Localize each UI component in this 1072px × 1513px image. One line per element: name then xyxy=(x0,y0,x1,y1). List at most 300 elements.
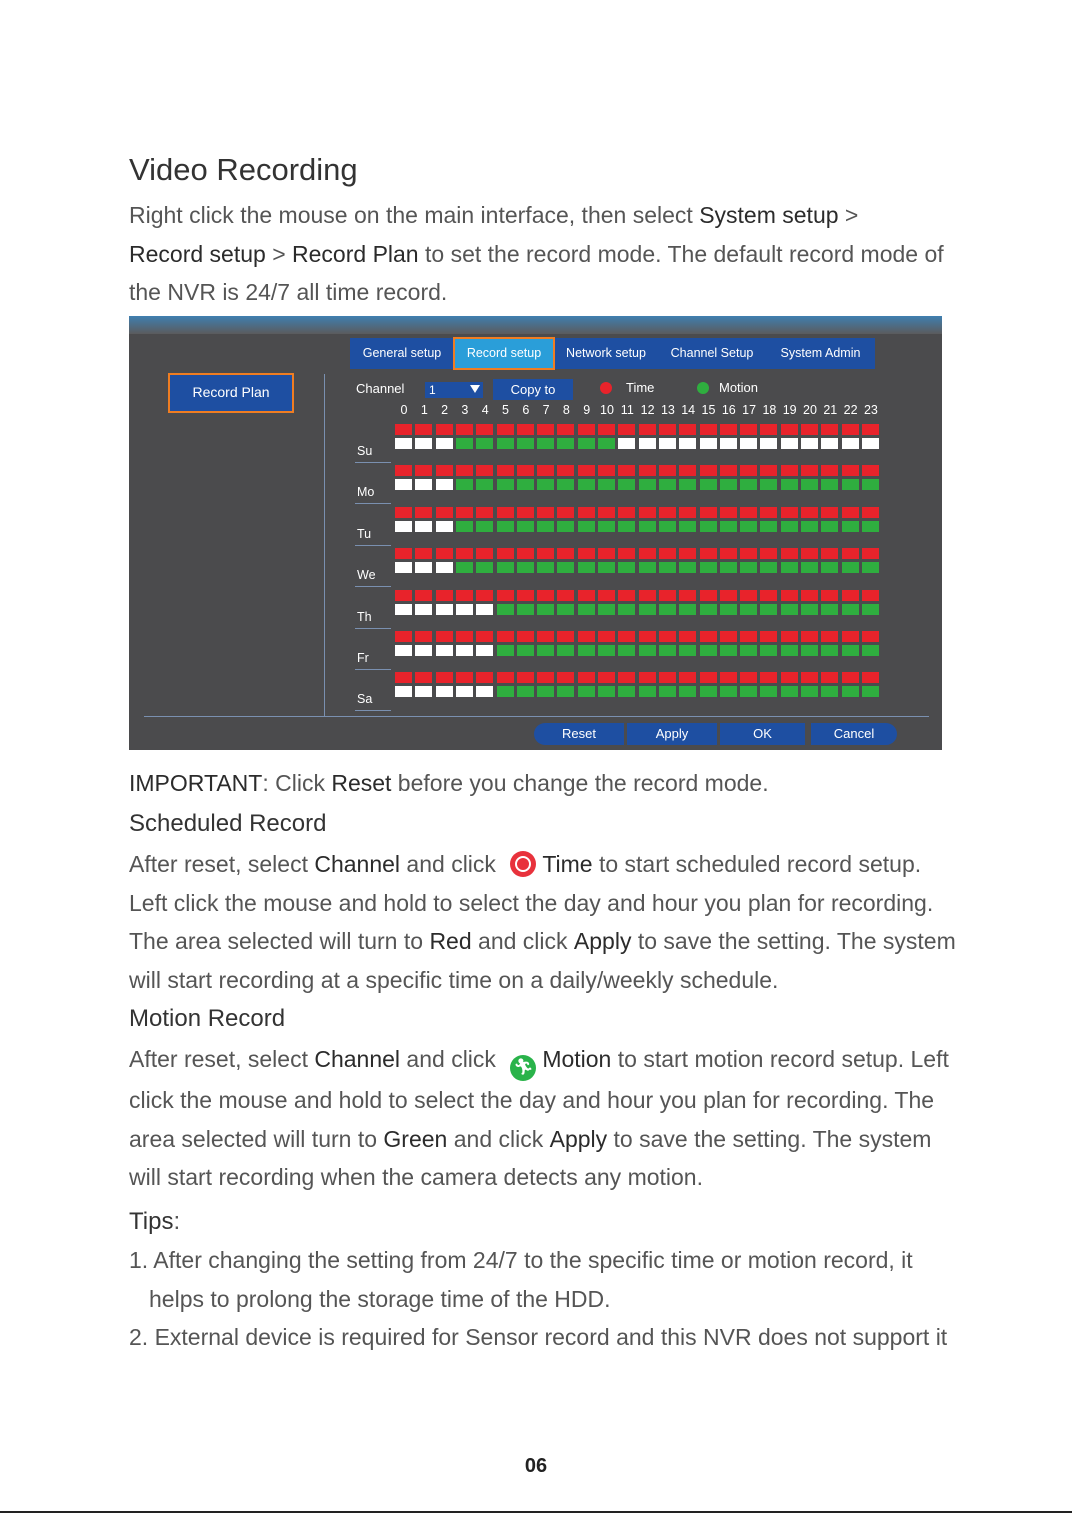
motion-cell[interactable] xyxy=(436,521,453,532)
motion-cell[interactable] xyxy=(659,645,676,656)
motion-cell[interactable] xyxy=(801,645,818,656)
motion-cell[interactable] xyxy=(720,686,737,697)
motion-cell[interactable] xyxy=(781,521,798,532)
time-cell[interactable] xyxy=(497,590,514,601)
motion-cell[interactable] xyxy=(537,521,554,532)
time-cell[interactable] xyxy=(720,424,737,435)
tab-general-setup[interactable]: General setup xyxy=(362,346,442,360)
motion-cell[interactable] xyxy=(639,604,656,615)
time-cell[interactable] xyxy=(476,507,493,518)
time-cell[interactable] xyxy=(517,424,534,435)
motion-cell[interactable] xyxy=(497,604,514,615)
time-cell[interactable] xyxy=(395,590,412,601)
motion-cell[interactable] xyxy=(821,479,838,490)
motion-cell[interactable] xyxy=(436,645,453,656)
time-cell[interactable] xyxy=(415,672,432,683)
time-cell[interactable] xyxy=(598,631,615,642)
time-cell[interactable] xyxy=(639,548,656,559)
motion-cell[interactable] xyxy=(395,604,412,615)
time-cell[interactable] xyxy=(781,424,798,435)
time-cell[interactable] xyxy=(395,631,412,642)
motion-cell[interactable] xyxy=(740,438,757,449)
motion-cell[interactable] xyxy=(720,604,737,615)
motion-cell[interactable] xyxy=(659,686,676,697)
time-cell[interactable] xyxy=(700,672,717,683)
motion-cell[interactable] xyxy=(679,686,696,697)
time-cell[interactable] xyxy=(598,465,615,476)
time-cell[interactable] xyxy=(537,631,554,642)
cancel-button[interactable]: Cancel xyxy=(811,723,897,745)
time-cell[interactable] xyxy=(821,424,838,435)
time-cell[interactable] xyxy=(557,465,574,476)
motion-cell[interactable] xyxy=(821,645,838,656)
time-cell[interactable] xyxy=(557,590,574,601)
motion-cell[interactable] xyxy=(760,479,777,490)
apply-button[interactable]: Apply xyxy=(627,723,717,745)
motion-cell[interactable] xyxy=(760,686,777,697)
time-cell[interactable] xyxy=(618,631,635,642)
motion-cell[interactable] xyxy=(395,562,412,573)
time-cell[interactable] xyxy=(801,548,818,559)
motion-cell[interactable] xyxy=(557,562,574,573)
time-cell[interactable] xyxy=(436,590,453,601)
time-cell[interactable] xyxy=(476,548,493,559)
motion-cell[interactable] xyxy=(598,562,615,573)
motion-cell[interactable] xyxy=(720,562,737,573)
motion-cell[interactable] xyxy=(578,521,595,532)
motion-cell[interactable] xyxy=(497,479,514,490)
motion-cell[interactable] xyxy=(821,438,838,449)
time-cell[interactable] xyxy=(760,548,777,559)
time-cell[interactable] xyxy=(497,548,514,559)
motion-cell[interactable] xyxy=(862,645,879,656)
motion-cell[interactable] xyxy=(436,479,453,490)
time-cell[interactable] xyxy=(476,672,493,683)
time-cell[interactable] xyxy=(436,424,453,435)
motion-cell[interactable] xyxy=(517,604,534,615)
time-cell[interactable] xyxy=(618,507,635,518)
time-cell[interactable] xyxy=(781,465,798,476)
motion-cell[interactable] xyxy=(497,645,514,656)
motion-cell[interactable] xyxy=(456,645,473,656)
motion-cell[interactable] xyxy=(781,438,798,449)
time-cell[interactable] xyxy=(862,424,879,435)
motion-cell[interactable] xyxy=(740,645,757,656)
motion-cell[interactable] xyxy=(557,686,574,697)
motion-cell[interactable] xyxy=(537,686,554,697)
motion-cell[interactable] xyxy=(639,645,656,656)
time-cell[interactable] xyxy=(517,548,534,559)
motion-cell[interactable] xyxy=(720,479,737,490)
motion-cell[interactable] xyxy=(801,479,818,490)
time-cell[interactable] xyxy=(415,631,432,642)
time-cell[interactable] xyxy=(801,507,818,518)
motion-cell[interactable] xyxy=(781,645,798,656)
time-cell[interactable] xyxy=(415,465,432,476)
motion-cell[interactable] xyxy=(781,562,798,573)
time-cell[interactable] xyxy=(679,465,696,476)
motion-cell[interactable] xyxy=(801,521,818,532)
time-cell[interactable] xyxy=(436,465,453,476)
motion-cell[interactable] xyxy=(679,438,696,449)
time-cell[interactable] xyxy=(618,424,635,435)
time-cell[interactable] xyxy=(436,631,453,642)
time-cell[interactable] xyxy=(497,507,514,518)
motion-cell[interactable] xyxy=(618,479,635,490)
time-cell[interactable] xyxy=(517,507,534,518)
time-cell[interactable] xyxy=(659,465,676,476)
motion-cell[interactable] xyxy=(821,604,838,615)
time-cell[interactable] xyxy=(760,590,777,601)
motion-cell[interactable] xyxy=(557,438,574,449)
time-cell[interactable] xyxy=(578,672,595,683)
time-cell[interactable] xyxy=(842,424,859,435)
motion-cell[interactable] xyxy=(517,521,534,532)
motion-cell[interactable] xyxy=(415,438,432,449)
motion-cell[interactable] xyxy=(476,438,493,449)
time-cell[interactable] xyxy=(659,672,676,683)
time-cell[interactable] xyxy=(598,507,615,518)
time-cell[interactable] xyxy=(740,507,757,518)
time-cell[interactable] xyxy=(578,631,595,642)
motion-cell[interactable] xyxy=(415,604,432,615)
motion-cell[interactable] xyxy=(598,686,615,697)
motion-cell[interactable] xyxy=(862,521,879,532)
time-cell[interactable] xyxy=(497,672,514,683)
motion-cell[interactable] xyxy=(497,686,514,697)
motion-cell[interactable] xyxy=(720,521,737,532)
motion-cell[interactable] xyxy=(842,645,859,656)
time-cell[interactable] xyxy=(618,672,635,683)
time-cell[interactable] xyxy=(618,548,635,559)
time-cell[interactable] xyxy=(740,548,757,559)
time-cell[interactable] xyxy=(578,590,595,601)
time-cell[interactable] xyxy=(740,424,757,435)
motion-cell[interactable] xyxy=(578,604,595,615)
motion-cell[interactable] xyxy=(679,562,696,573)
motion-cell[interactable] xyxy=(436,604,453,615)
time-cell[interactable] xyxy=(659,631,676,642)
time-cell[interactable] xyxy=(415,424,432,435)
motion-cell[interactable] xyxy=(659,562,676,573)
time-cell[interactable] xyxy=(517,590,534,601)
time-cell[interactable] xyxy=(821,672,838,683)
time-cell[interactable] xyxy=(557,507,574,518)
time-cell[interactable] xyxy=(639,631,656,642)
motion-cell[interactable] xyxy=(740,521,757,532)
motion-cell[interactable] xyxy=(537,438,554,449)
time-cell[interactable] xyxy=(720,465,737,476)
time-cell[interactable] xyxy=(720,507,737,518)
time-cell[interactable] xyxy=(598,672,615,683)
motion-cell[interactable] xyxy=(781,604,798,615)
motion-cell[interactable] xyxy=(821,521,838,532)
motion-cell[interactable] xyxy=(740,604,757,615)
time-cell[interactable] xyxy=(842,672,859,683)
time-cell[interactable] xyxy=(842,548,859,559)
time-cell[interactable] xyxy=(639,590,656,601)
time-cell[interactable] xyxy=(862,672,879,683)
motion-cell[interactable] xyxy=(456,604,473,615)
motion-cell[interactable] xyxy=(476,604,493,615)
motion-cell[interactable] xyxy=(679,604,696,615)
time-cell[interactable] xyxy=(760,672,777,683)
time-cell[interactable] xyxy=(639,465,656,476)
motion-cell[interactable] xyxy=(456,562,473,573)
motion-cell[interactable] xyxy=(740,479,757,490)
time-cell[interactable] xyxy=(537,672,554,683)
time-cell[interactable] xyxy=(557,672,574,683)
time-cell[interactable] xyxy=(700,548,717,559)
motion-cell[interactable] xyxy=(801,438,818,449)
motion-cell[interactable] xyxy=(557,479,574,490)
motion-cell[interactable] xyxy=(862,479,879,490)
motion-cell[interactable] xyxy=(618,562,635,573)
motion-cell[interactable] xyxy=(700,686,717,697)
time-cell[interactable] xyxy=(415,507,432,518)
time-cell[interactable] xyxy=(801,672,818,683)
time-cell[interactable] xyxy=(700,590,717,601)
motion-cell[interactable] xyxy=(557,645,574,656)
time-cell[interactable] xyxy=(557,424,574,435)
reset-button[interactable]: Reset xyxy=(534,723,624,745)
time-cell[interactable] xyxy=(679,507,696,518)
motion-cell[interactable] xyxy=(578,479,595,490)
motion-cell[interactable] xyxy=(842,521,859,532)
motion-cell[interactable] xyxy=(537,562,554,573)
motion-cell[interactable] xyxy=(497,438,514,449)
time-cell[interactable] xyxy=(639,507,656,518)
time-cell[interactable] xyxy=(801,424,818,435)
motion-cell[interactable] xyxy=(801,686,818,697)
motion-cell[interactable] xyxy=(578,645,595,656)
motion-cell[interactable] xyxy=(476,686,493,697)
motion-cell[interactable] xyxy=(842,562,859,573)
motion-cell[interactable] xyxy=(700,521,717,532)
time-cell[interactable] xyxy=(618,590,635,601)
motion-cell[interactable] xyxy=(760,521,777,532)
time-cell[interactable] xyxy=(476,424,493,435)
time-cell[interactable] xyxy=(781,590,798,601)
motion-cell[interactable] xyxy=(740,686,757,697)
time-cell[interactable] xyxy=(821,507,838,518)
time-cell[interactable] xyxy=(537,507,554,518)
time-cell[interactable] xyxy=(679,672,696,683)
motion-cell[interactable] xyxy=(436,562,453,573)
time-cell[interactable] xyxy=(436,548,453,559)
motion-cell[interactable] xyxy=(842,686,859,697)
motion-cell[interactable] xyxy=(618,438,635,449)
time-cell[interactable] xyxy=(659,548,676,559)
time-cell[interactable] xyxy=(395,465,412,476)
time-cell[interactable] xyxy=(821,465,838,476)
time-cell[interactable] xyxy=(781,548,798,559)
time-cell[interactable] xyxy=(659,507,676,518)
motion-cell[interactable] xyxy=(659,521,676,532)
time-cell[interactable] xyxy=(740,631,757,642)
motion-cell[interactable] xyxy=(415,686,432,697)
motion-cell[interactable] xyxy=(476,479,493,490)
motion-cell[interactable] xyxy=(801,562,818,573)
time-cell[interactable] xyxy=(862,507,879,518)
time-cell[interactable] xyxy=(517,672,534,683)
motion-cell[interactable] xyxy=(456,686,473,697)
time-cell[interactable] xyxy=(456,548,473,559)
time-cell[interactable] xyxy=(862,548,879,559)
time-cell[interactable] xyxy=(679,548,696,559)
motion-cell[interactable] xyxy=(700,479,717,490)
time-cell[interactable] xyxy=(720,672,737,683)
motion-cell[interactable] xyxy=(760,438,777,449)
time-cell[interactable] xyxy=(557,548,574,559)
motion-cell[interactable] xyxy=(639,562,656,573)
motion-cell[interactable] xyxy=(862,562,879,573)
motion-cell[interactable] xyxy=(760,604,777,615)
time-cell[interactable] xyxy=(395,507,412,518)
time-cell[interactable] xyxy=(517,631,534,642)
motion-cell[interactable] xyxy=(517,686,534,697)
motion-cell[interactable] xyxy=(598,438,615,449)
motion-cell[interactable] xyxy=(639,438,656,449)
time-cell[interactable] xyxy=(436,672,453,683)
time-cell[interactable] xyxy=(700,424,717,435)
motion-cell[interactable] xyxy=(700,438,717,449)
time-cell[interactable] xyxy=(578,507,595,518)
time-cell[interactable] xyxy=(842,631,859,642)
time-cell[interactable] xyxy=(700,631,717,642)
motion-cell[interactable] xyxy=(415,645,432,656)
motion-cell[interactable] xyxy=(618,521,635,532)
time-cell[interactable] xyxy=(598,424,615,435)
motion-cell[interactable] xyxy=(679,479,696,490)
time-cell[interactable] xyxy=(537,548,554,559)
time-cell[interactable] xyxy=(760,631,777,642)
motion-cell[interactable] xyxy=(679,521,696,532)
time-cell[interactable] xyxy=(659,424,676,435)
motion-cell[interactable] xyxy=(659,604,676,615)
motion-cell[interactable] xyxy=(476,521,493,532)
time-cell[interactable] xyxy=(537,590,554,601)
channel-select[interactable] xyxy=(425,382,483,398)
motion-cell[interactable] xyxy=(557,521,574,532)
time-cell[interactable] xyxy=(781,672,798,683)
tab-network-setup[interactable]: Network setup xyxy=(566,346,646,360)
motion-cell[interactable] xyxy=(415,479,432,490)
tab-channel-setup[interactable]: Channel Setup xyxy=(670,346,754,360)
time-cell[interactable] xyxy=(456,631,473,642)
motion-cell[interactable] xyxy=(517,645,534,656)
motion-cell[interactable] xyxy=(618,604,635,615)
time-cell[interactable] xyxy=(578,465,595,476)
time-cell[interactable] xyxy=(415,590,432,601)
motion-cell[interactable] xyxy=(395,521,412,532)
time-cell[interactable] xyxy=(760,424,777,435)
time-cell[interactable] xyxy=(537,424,554,435)
motion-cell[interactable] xyxy=(517,562,534,573)
ok-button[interactable]: OK xyxy=(720,723,805,745)
time-cell[interactable] xyxy=(476,465,493,476)
motion-cell[interactable] xyxy=(395,438,412,449)
motion-cell[interactable] xyxy=(476,562,493,573)
time-cell[interactable] xyxy=(700,465,717,476)
motion-cell[interactable] xyxy=(395,645,412,656)
time-cell[interactable] xyxy=(842,507,859,518)
time-cell[interactable] xyxy=(476,590,493,601)
motion-cell[interactable] xyxy=(659,479,676,490)
motion-cell[interactable] xyxy=(557,604,574,615)
time-cell[interactable] xyxy=(436,507,453,518)
motion-cell[interactable] xyxy=(537,645,554,656)
time-cell[interactable] xyxy=(497,424,514,435)
motion-cell[interactable] xyxy=(639,521,656,532)
time-cell[interactable] xyxy=(760,507,777,518)
tab-system-admin[interactable]: System Admin xyxy=(780,346,861,360)
time-cell[interactable] xyxy=(862,590,879,601)
motion-cell[interactable] xyxy=(395,686,412,697)
time-cell[interactable] xyxy=(659,590,676,601)
time-cell[interactable] xyxy=(578,548,595,559)
time-cell[interactable] xyxy=(415,548,432,559)
motion-cell[interactable] xyxy=(862,438,879,449)
motion-cell[interactable] xyxy=(415,521,432,532)
motion-cell[interactable] xyxy=(476,645,493,656)
time-cell[interactable] xyxy=(760,465,777,476)
motion-cell[interactable] xyxy=(578,686,595,697)
time-cell[interactable] xyxy=(557,631,574,642)
time-cell[interactable] xyxy=(598,548,615,559)
time-cell[interactable] xyxy=(537,465,554,476)
time-cell[interactable] xyxy=(821,590,838,601)
time-cell[interactable] xyxy=(456,590,473,601)
time-cell[interactable] xyxy=(578,424,595,435)
time-cell[interactable] xyxy=(821,631,838,642)
time-cell[interactable] xyxy=(395,548,412,559)
time-cell[interactable] xyxy=(517,465,534,476)
time-cell[interactable] xyxy=(740,672,757,683)
motion-cell[interactable] xyxy=(679,645,696,656)
motion-cell[interactable] xyxy=(700,645,717,656)
motion-cell[interactable] xyxy=(862,686,879,697)
time-cell[interactable] xyxy=(456,507,473,518)
motion-cell[interactable] xyxy=(781,479,798,490)
time-clock-icon[interactable] xyxy=(600,382,612,394)
motion-cell[interactable] xyxy=(598,645,615,656)
motion-cell[interactable] xyxy=(618,686,635,697)
motion-cell[interactable] xyxy=(578,438,595,449)
motion-cell[interactable] xyxy=(760,562,777,573)
time-cell[interactable] xyxy=(821,548,838,559)
time-cell[interactable] xyxy=(781,507,798,518)
motion-cell[interactable] xyxy=(456,479,473,490)
time-cell[interactable] xyxy=(801,590,818,601)
motion-person-icon[interactable] xyxy=(697,382,709,394)
time-cell[interactable] xyxy=(740,465,757,476)
time-cell[interactable] xyxy=(639,424,656,435)
motion-cell[interactable] xyxy=(537,479,554,490)
time-cell[interactable] xyxy=(842,590,859,601)
motion-cell[interactable] xyxy=(700,604,717,615)
time-cell[interactable] xyxy=(497,465,514,476)
motion-cell[interactable] xyxy=(517,438,534,449)
record-plan-button[interactable]: Record Plan xyxy=(168,373,294,413)
motion-cell[interactable] xyxy=(842,479,859,490)
motion-cell[interactable] xyxy=(598,604,615,615)
time-cell[interactable] xyxy=(679,590,696,601)
motion-cell[interactable] xyxy=(639,686,656,697)
motion-cell[interactable] xyxy=(537,604,554,615)
motion-cell[interactable] xyxy=(760,645,777,656)
motion-cell[interactable] xyxy=(781,686,798,697)
